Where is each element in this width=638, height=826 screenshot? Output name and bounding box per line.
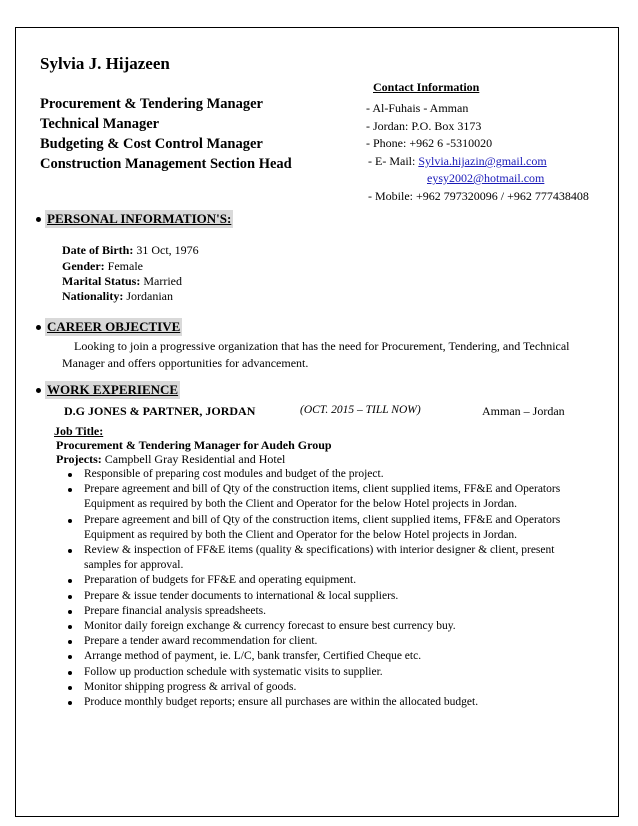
- email-link-1[interactable]: Sylvia.hijazin@gmail.com: [418, 154, 547, 168]
- bullet-icon: [68, 579, 72, 583]
- list-item: Arrange method of payment, ie. L/C, bank transfer, Certified Cheque etc.: [64, 649, 572, 664]
- bullet-icon: [36, 325, 41, 330]
- list-item: Prepare agreement and bill of Qty of the construction items, client supplied items, FF&E and Operators Equipment as required by both the Client and Operator for the below Hotel projects in Jordan.: [64, 482, 572, 512]
- list-item: Monitor shipping progress & arrival of goods.: [64, 680, 572, 695]
- bullet-icon: [68, 595, 72, 599]
- list-item: Follow up production schedule with systematic visits to supplier.: [64, 665, 572, 680]
- company-location: Amman – Jordan: [482, 404, 565, 418]
- company-name: D.G JONES & PARTNER, JORDAN: [64, 404, 256, 418]
- bullet-icon: [36, 388, 41, 393]
- bullet-icon: [68, 549, 72, 553]
- nationality-row: Nationality: Jordanian: [62, 289, 173, 303]
- list-item: Review & inspection of FF&E items (quality & specifications) with interior designer & client, present samples for approval.: [64, 543, 572, 573]
- contact-email-2: [427, 168, 544, 188]
- list-item: Produce monthly budget reports; ensure all purchases are within the allocated budget.: [64, 695, 572, 710]
- title-line-2: Technical Manager: [40, 116, 160, 132]
- section-heading: WORK EXPERIENCE: [47, 382, 179, 397]
- dob-row: Date of Birth: 31 Oct, 1976: [62, 243, 199, 257]
- email-label: - E- Mail:: [368, 154, 416, 168]
- contact-pobox: - Jordan: P.O. Box 3173: [366, 119, 482, 133]
- list-item: Prepare a tender award recommendation for client.: [64, 634, 572, 649]
- title-line-3: Budgeting & Cost Control Manager: [40, 136, 263, 152]
- bullet-icon: [68, 488, 72, 492]
- contact-mobile: - Mobile: +962 797320096 / +962 777438408: [368, 189, 589, 203]
- bullet-icon: [68, 686, 72, 690]
- title-line-4: Construction Management Section Head: [40, 156, 292, 172]
- contact-heading: Contact Information: [373, 80, 480, 94]
- title-line-1: Procurement & Tendering Manager: [40, 96, 263, 112]
- duties-list: [64, 467, 572, 710]
- bullet-icon: [68, 655, 72, 659]
- bullet-icon: [68, 519, 72, 523]
- list-item: Responsible of preparing cost modules and budget of the project.: [64, 467, 572, 482]
- bullet-icon: [68, 671, 72, 675]
- section-heading: PERSONAL INFORMATION'S:: [47, 211, 232, 226]
- bullet-icon: [68, 625, 72, 629]
- list-item: Preparation of budgets for FF&E and operating equipment.: [64, 573, 572, 588]
- email-link-2[interactable]: eysy2002@hotmail.com: [427, 171, 545, 185]
- bullet-icon: [68, 473, 72, 477]
- candidate-name: Sylvia J. Hijazeen: [40, 54, 170, 73]
- list-item: Prepare & issue tender documents to international & local suppliers.: [64, 589, 572, 604]
- section-experience: [36, 381, 180, 399]
- section-personal: [36, 210, 233, 228]
- bullet-icon: [36, 217, 41, 222]
- bullet-icon: [68, 610, 72, 614]
- employment-period: (OCT. 2015 – TILL NOW): [300, 404, 421, 416]
- section-heading: CAREER OBJECTIVE: [47, 319, 181, 334]
- marital-row: Marital Status: Married: [62, 274, 182, 288]
- bullet-icon: [68, 701, 72, 705]
- job-title-label: Job Title:: [54, 424, 104, 438]
- section-objective: [36, 318, 182, 336]
- contact-phone: - Phone: +962 6 -5310020: [366, 136, 493, 150]
- gender-row: Gender: Female: [62, 259, 143, 273]
- objective-text: Looking to join a progressive organization that has the need for Procurement, Tendering, and Technical Manager and offers opportunities for advancement.: [62, 339, 570, 370]
- bullet-icon: [68, 640, 72, 644]
- projects-row: Projects: Campbell Gray Residential and Hotel: [56, 452, 286, 466]
- list-item: Monitor daily foreign exchange & currency forecast to ensure best currency buy.: [64, 619, 572, 634]
- contact-address: - Al-Fuhais - Amman: [366, 101, 469, 115]
- job-title: Procurement & Tendering Manager for Audeh Group: [56, 438, 332, 452]
- list-item: Prepare financial analysis spreadsheets.: [64, 604, 572, 619]
- list-item: Prepare agreement and bill of Qty of the construction items, client supplied items, FF&E and Operators Equipment as required by both the Client and Operator for the below Hotel projects in Jordan.: [64, 513, 572, 543]
